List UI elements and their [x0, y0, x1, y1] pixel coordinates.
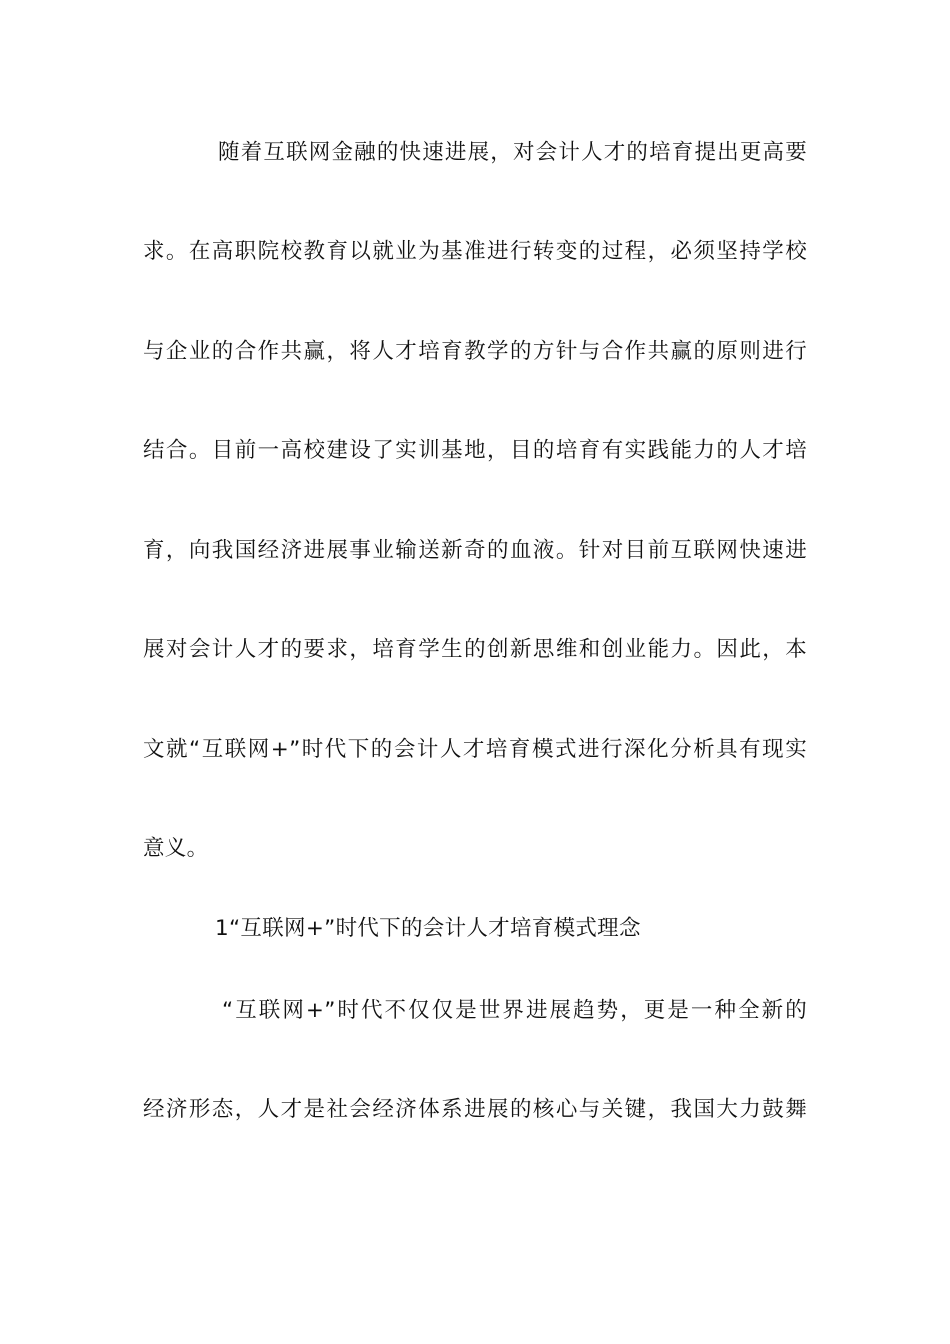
paragraph-line: 与企业的合作共赢，将人才培育教学的方针与合作共赢的原则进行 [143, 339, 807, 364]
paragraph-line: 结合。目前一高校建设了实训基地，目的培育有实践能力的人才培 [143, 438, 807, 463]
paragraph-line: 文就“互联网+”时代下的会计人才培育模式进行深化分析具有现实 [143, 737, 807, 762]
section-heading: 1“互联网+”时代下的会计人才培育模式理念 [215, 916, 641, 941]
paragraph-line: 意义。 [143, 836, 209, 861]
paragraph-line: 育，向我国经济进展事业输送新奇的血液。针对目前互联网快速进 [143, 538, 807, 563]
paragraph-line: 展对会计人才的要求，培育学生的创新思维和创业能力。因此，本 [143, 637, 807, 662]
paragraph-line: “互联网+”时代不仅仅是世界进展趋势，更是一种全新的 [222, 998, 807, 1023]
paragraph-line: 求。在高职院校教育以就业为基准进行转变的过程，必须坚持学校 [143, 239, 807, 264]
paragraph-line: 经济形态，人才是社会经济体系进展的核心与关键，我国大力鼓舞 [143, 1097, 807, 1122]
paragraph-line: 随着互联网金融的快速进展，对会计人才的培育提出更高要 [218, 140, 807, 165]
